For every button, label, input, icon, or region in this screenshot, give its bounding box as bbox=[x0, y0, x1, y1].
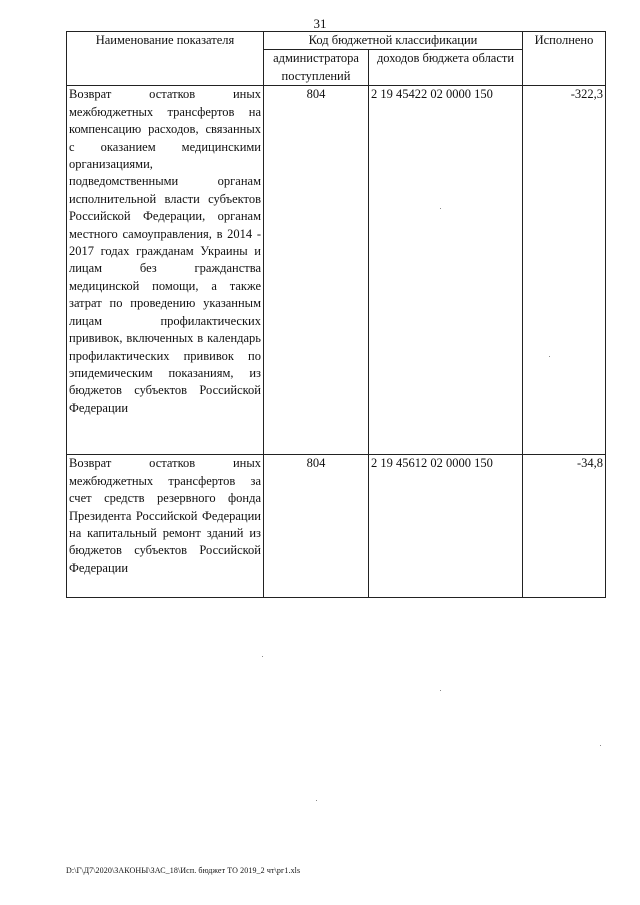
row-indicator-name: Возврат остатков иных межбюджетных трансфертов за счет средств резервного фонда Президента Российской Федерации на капитальный ремонт зданий из бюджетов субъектов Российской Федерации bbox=[67, 455, 264, 598]
header-budget-classification-code: Код бюджетной классификации bbox=[264, 32, 523, 50]
scan-speck bbox=[549, 356, 550, 357]
scan-speck bbox=[600, 745, 601, 746]
page-number: 31 bbox=[313, 16, 327, 31]
budget-table bbox=[66, 31, 606, 598]
file-path-footer: D:\Г\Д7\2020\ЗАКОНЫ\ЗАС_18\Исп. бюджет ТО 2019_2 чт\рг1.xls bbox=[66, 866, 301, 875]
header-indicator-name: Наименование показателя bbox=[67, 32, 264, 86]
scan-speck bbox=[440, 690, 441, 691]
table-row bbox=[67, 86, 606, 455]
header-row-top bbox=[67, 32, 606, 50]
scan-speck bbox=[316, 800, 317, 801]
row-income-code: 2 19 45612 02 0000 150 bbox=[369, 455, 523, 598]
header-income-code: доходов бюджета области bbox=[369, 50, 523, 86]
table-row bbox=[67, 455, 606, 598]
row-executed-value: -322,3 bbox=[523, 86, 606, 455]
header-executed: Исполнено bbox=[523, 32, 606, 86]
scan-speck bbox=[262, 656, 263, 657]
row-executed-value: -34,8 bbox=[523, 455, 606, 598]
header-administrator-code: администратора поступлений bbox=[264, 50, 369, 86]
row-indicator-name: Возврат остатков иных межбюджетных трансфертов на компенсацию расходов, связанных с оказанием медицинскими организациями, подведомственными органам исполнительной власти субъектов Российской Федерации, органам местного самоуправления, в 2014 - 2017 годах гражданам Украины и лицам без гражданства медицинской помощи, а также затрат по проведению указанным лицам профилактических прививок, включенных в календарь профилактических прививок по эпидемическим показаниям, из бюджетов субъектов Российской Федерации bbox=[67, 86, 264, 455]
row-administrator-code: 804 bbox=[264, 86, 369, 455]
row-income-code: 2 19 45422 02 0000 150 bbox=[369, 86, 523, 455]
row-administrator-code: 804 bbox=[264, 455, 369, 598]
scan-speck bbox=[440, 208, 441, 209]
